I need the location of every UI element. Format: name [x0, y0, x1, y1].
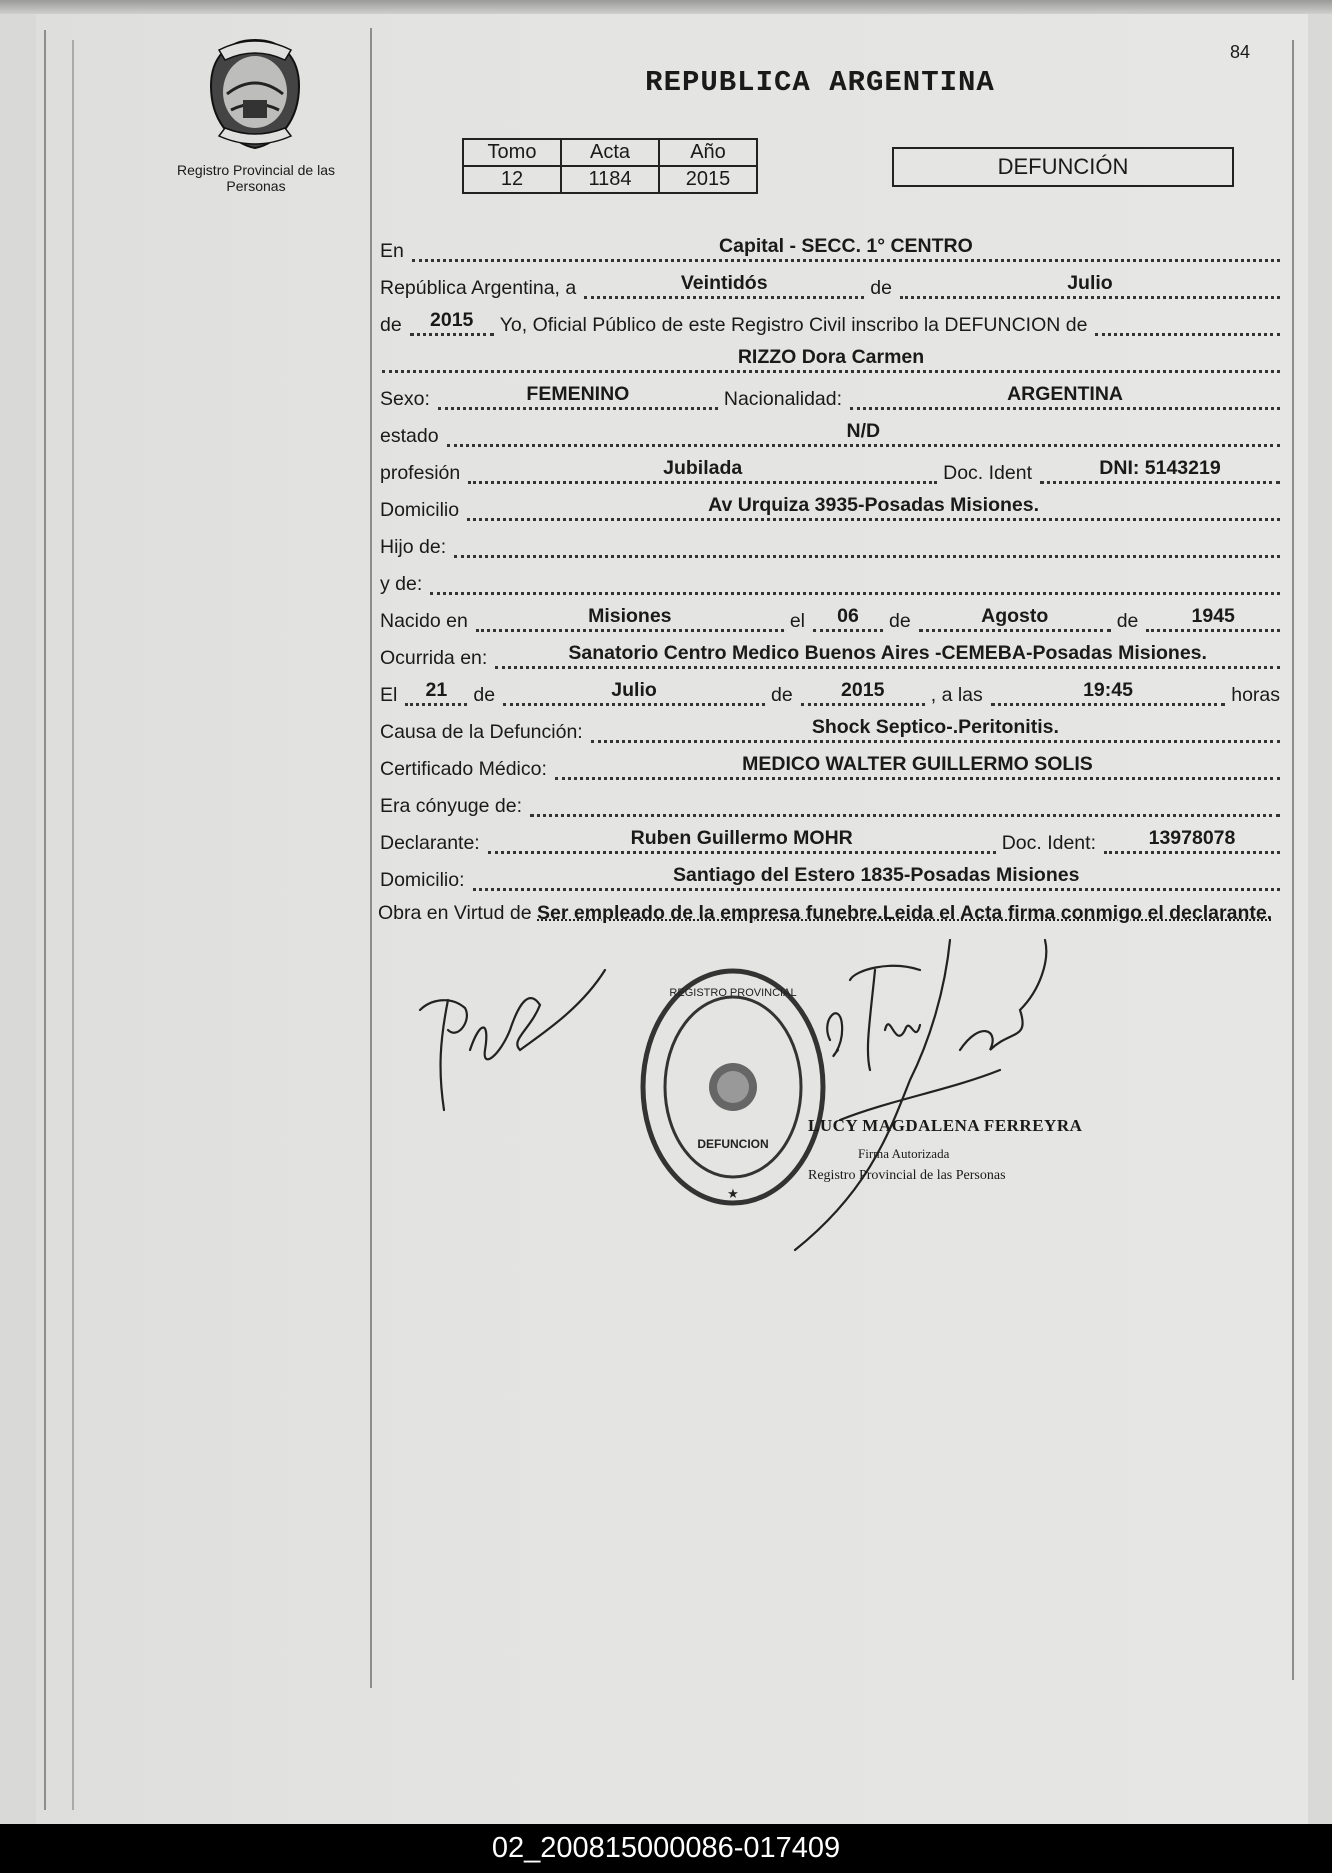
stamp-star: ★ [727, 1186, 739, 1201]
row-birth [378, 600, 1284, 637]
label-domicilio: Domicilio [380, 499, 460, 521]
label-certificado: Certificado Médico: [380, 758, 547, 780]
label-de: de [870, 277, 892, 299]
label-causa: Causa de la Defunción: [380, 721, 583, 743]
label-hijo: Hijo de: [380, 536, 447, 558]
row-hijo [378, 526, 1284, 563]
row-declarante [378, 822, 1284, 859]
margin-line-right [1292, 40, 1294, 1680]
field-marital-status: N/D [447, 420, 1280, 447]
field-death-day: 21 [405, 679, 467, 706]
field-father [454, 554, 1280, 558]
row-inscribo [378, 304, 1284, 341]
row-conyuge [378, 785, 1284, 822]
label-inscribo: Yo, Oficial Público de este Registro Civil inscribo la DEFUNCION de [499, 314, 1088, 336]
ref-header-acta: Acta [561, 139, 659, 166]
province-seal-logo [205, 36, 305, 152]
official-organization: Registro Provincial de las Personas [808, 1168, 1006, 1183]
field-birthplace: Misiones [476, 605, 784, 632]
field-nationality: ARGENTINA [850, 383, 1280, 410]
document-title: REPUBLICA ARGENTINA [645, 66, 995, 99]
reference-table [462, 138, 758, 194]
row-location [378, 230, 1284, 267]
label-republica: República Argentina, a [380, 277, 577, 299]
field-sex: FEMENINO [438, 383, 718, 410]
official-signature [780, 930, 1083, 1260]
field-declarant-address: Santiago del Estero 1835-Posadas Misiones [473, 864, 1280, 891]
row-date [378, 267, 1284, 304]
file-id-footer: 02_200815000086-017409 [0, 1824, 1332, 1873]
row-yde [378, 563, 1284, 600]
label-y-de: y de: [380, 573, 423, 595]
label-birth-de2: de [1116, 610, 1139, 632]
field-birth-month: Agosto [919, 605, 1111, 632]
label-profesion: profesión [380, 462, 461, 484]
field-location: Capital - SECC. 1° CENTRO [412, 235, 1280, 262]
page-number: 84 [1230, 42, 1251, 62]
ref-value-anio: 2015 [659, 166, 757, 193]
field-certificate: MEDICO WALTER GUILLERMO SOLIS [555, 753, 1280, 780]
field-doc-ident: DNI: 5143219 [1040, 457, 1280, 484]
field-death-place: Sanatorio Centro Medico Buenos Aires -CEMEBA-Posadas Misiones. [495, 642, 1280, 669]
ref-value-acta: 1184 [561, 166, 659, 193]
row-estado [378, 415, 1284, 452]
field-address: Av Urquiza 3935-Posadas Misiones. [467, 494, 1280, 521]
field-day: Veintidós [584, 272, 864, 299]
label-el: el [789, 610, 805, 632]
field-month: Julio [900, 272, 1280, 299]
row-domicilio [378, 489, 1284, 526]
row-obra [378, 900, 1284, 926]
label-doc-ident: Doc. Ident [943, 462, 1032, 484]
field-birth-day: 06 [813, 605, 883, 632]
field-profession: Jubilada [468, 457, 937, 484]
registry-name: Registro Provincial de las Personas [177, 162, 335, 194]
field-year: 2015 [410, 309, 494, 336]
label-declarante: Declarante: [380, 832, 480, 854]
official-title: Firma Autorizada [858, 1146, 950, 1161]
label-horas: horas [1231, 684, 1280, 706]
stamp-inner-text: DEFUNCION [697, 1137, 769, 1151]
row-profession [378, 452, 1284, 489]
label-ocurrida: Ocurrida en: [380, 647, 488, 669]
label-estado: estado [380, 425, 439, 447]
margin-line-center [370, 28, 372, 1688]
field-declarant: Ruben Guillermo MOHR [488, 827, 996, 854]
field-cause: Shock Septico-.Peritonitis. [591, 716, 1280, 743]
label-obra: Obra en Virtud de [378, 902, 532, 924]
field-declarant-doc: 13978078 [1104, 827, 1280, 854]
official-name: LUCY MAGDALENA FERREYRA [808, 1116, 1083, 1135]
field-deceased-name: RIZZO Dora Carmen [382, 346, 1280, 373]
stamp-ring-text-top: REGISTRO PROVINCIAL [669, 987, 797, 999]
ref-header-tomo: Tomo [463, 139, 561, 166]
death-record-form [378, 230, 1284, 926]
field-obra: Ser empleado de la empresa funebre.Leida el Acta firma conmigo el declarante. [537, 902, 1273, 924]
label-birth-de1: de [889, 610, 911, 632]
field-death-month: Julio [503, 679, 765, 706]
label-sexo: Sexo: [380, 388, 430, 410]
label-de-year: de [380, 314, 402, 336]
label-conyuge: Era cónyuge de: [380, 795, 523, 817]
row-causa [378, 711, 1284, 748]
row-death-date [378, 674, 1284, 711]
row-certificado [378, 748, 1284, 785]
ref-header-anio: Año [659, 139, 757, 166]
margin-line-left-2 [72, 40, 74, 1810]
label-el2: El [380, 684, 398, 706]
field-birth-year: 1945 [1146, 605, 1280, 632]
row-ocurrida [378, 637, 1284, 674]
row-name [378, 341, 1284, 378]
label-a-las: , a las [930, 684, 983, 706]
margin-line-left [44, 30, 46, 1810]
label-nacionalidad: Nacionalidad: [723, 388, 843, 410]
label-death-de1: de [473, 684, 496, 706]
document-type-box: DEFUNCIÓN [892, 147, 1234, 187]
field-death-time: 19:45 [991, 679, 1225, 706]
label-domicilio2: Domicilio: [380, 869, 465, 891]
field-inscribo-blank [1095, 332, 1280, 336]
label-death-de2: de [771, 684, 793, 706]
field-death-year: 2015 [801, 679, 925, 706]
label-en: En [380, 240, 404, 262]
field-mother [430, 591, 1280, 595]
row-domicilio2 [378, 859, 1284, 896]
declarant-signature [410, 960, 610, 1140]
field-spouse [530, 813, 1280, 817]
scan-edge [0, 0, 1332, 14]
label-nacido: Nacido en [380, 610, 468, 632]
ref-value-tomo: 12 [463, 166, 561, 193]
label-declarant-doc: Doc. Ident: [1001, 832, 1096, 854]
row-sex [378, 378, 1284, 415]
